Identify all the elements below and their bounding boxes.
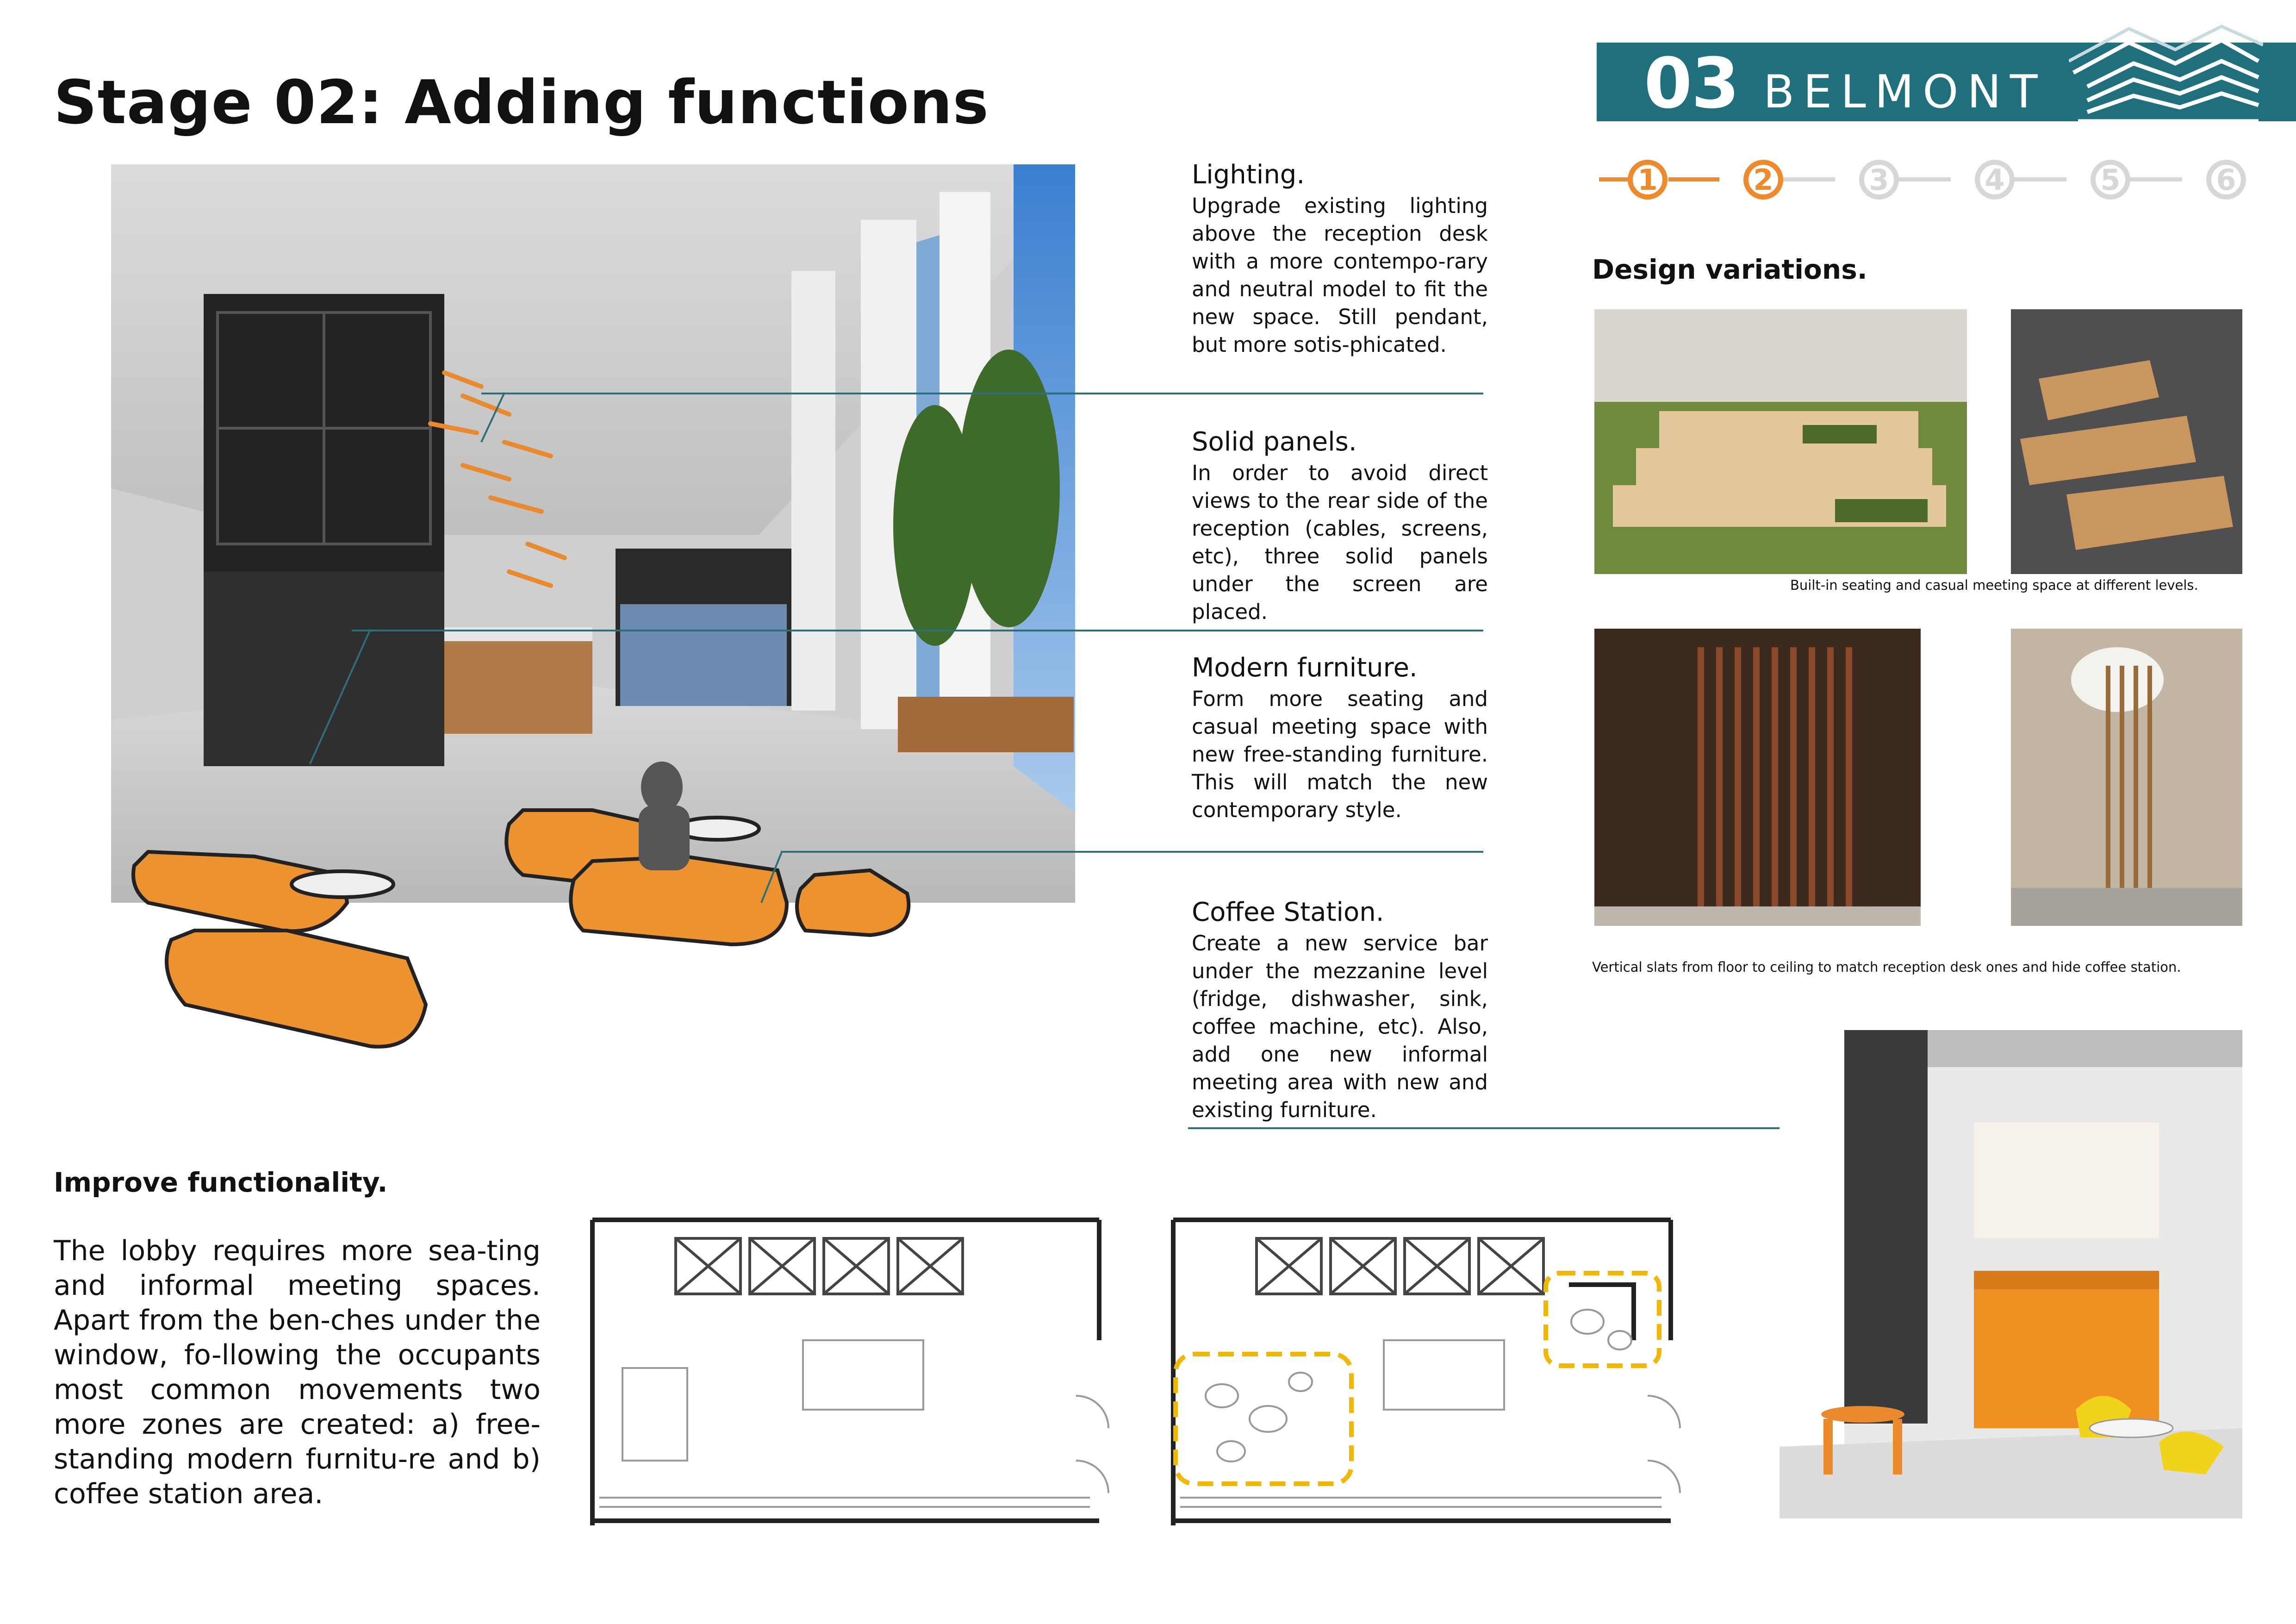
modern-furniture-title: Modern furniture. — [1192, 653, 1418, 683]
logo-number: 03 — [1644, 44, 1739, 124]
lighting-title: Lighting. — [1192, 160, 1305, 190]
improve-functionality-heading: Improve functionality. — [54, 1167, 388, 1198]
variation-caption-2: Vertical slats from floor to ceiling to match reception desk ones and hide coffee station. — [1592, 959, 2181, 975]
variation-photo-curved-slats — [1594, 629, 1921, 926]
logo-word: BELMONT — [1763, 66, 2047, 119]
floor-plan-proposed — [1152, 1201, 1740, 1539]
solid-panels-title: Solid panels. — [1192, 427, 1357, 457]
coffee-station-title: Coffee Station. — [1192, 897, 1384, 927]
solid-panels-body: In order to avoid direct views to the rear side of the reception (cables, screens, etc), three solid panels under the screen are placed. — [1192, 461, 1488, 624]
variation-photo-tiered-seating — [1594, 309, 1967, 574]
lighting-body: Upgrade existing lighting above the reception desk with a more contempo-rary and neutral model to fit the new space. Still pendant, but more sotis-phicated. — [1192, 194, 1488, 357]
variation-caption-1: Built-in seating and casual meeting space at different levels. — [1790, 577, 2198, 593]
modern-furniture-body: Form more seating and casual meeting space with new free-standing furniture. This will match the new contemporary style. — [1192, 687, 1488, 822]
step-3[interactable]: 3 — [1859, 160, 1899, 200]
step-1[interactable]: 1 — [1628, 160, 1668, 200]
step-4[interactable]: 4 — [1975, 160, 2015, 200]
variation-photo-slat-column — [2011, 629, 2242, 926]
variation-photo-stepped-platform — [2011, 309, 2242, 574]
step-5[interactable]: 5 — [2091, 160, 2130, 200]
improve-functionality-body: The lobby requires more sea-ting and informal meeting spaces. Apart from the ben-ches under the window, fo-llowing the occupants most common movements two more zones are created: a) free-standing modern furnitu-re and b) coffee station area. — [54, 1235, 541, 1510]
floor-plan-existing — [572, 1201, 1159, 1539]
coffee-station-body: Create a new service bar under the mezzanine level (fridge, dishwasher, sink, coffee machine, etc). Also, add one new informal meeting area with new and existing furniture. — [1192, 931, 1488, 1122]
coffee-station-render — [1780, 1030, 2242, 1518]
step-2[interactable]: 2 — [1743, 160, 1783, 200]
step-6[interactable]: 6 — [2206, 160, 2246, 200]
design-variations-heading: Design variations. — [1592, 254, 1867, 285]
page-title: Stage 02: Adding functions — [54, 67, 989, 137]
